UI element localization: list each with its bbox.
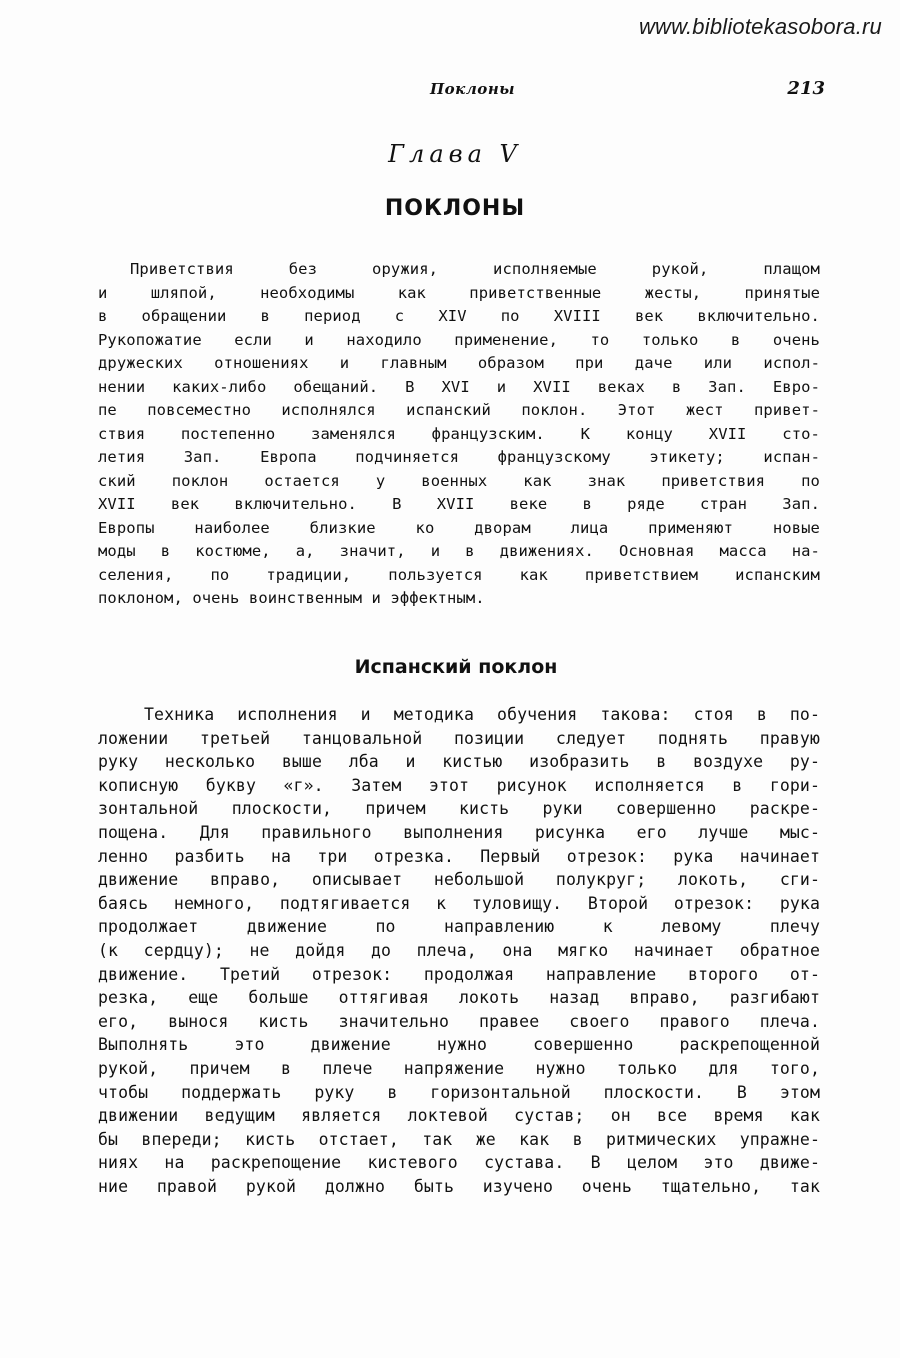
chapter-label: Глава V	[388, 140, 522, 168]
text-line: селения, по традиции, пользуется как приветствием испанским	[98, 565, 820, 584]
text-line: Приветствия без оружия, исполняемые рукой, плащом	[130, 260, 820, 278]
text-line: ложении третьей танцовальной позиции следует поднять правую	[98, 728, 820, 748]
text-line: в обращении в период с XIV по XVIII век включительно.	[98, 307, 820, 325]
technique-paragraph	[98, 703, 820, 1198]
text-line: ленно разбить на три отрезка. Первый отрезок: рука начинает	[98, 846, 820, 866]
page-number: 213	[787, 78, 825, 99]
text-line: и шляпой, необходимы как приветственные жесты, принятые	[98, 283, 820, 302]
text-line: ние правой рукой должно быть изучено очень тщательно, так	[98, 1176, 820, 1196]
text-line: баясь немного, подтягивается к туловищу. Второй отрезок: рука	[98, 893, 820, 913]
text-line: Рукопожатие если и находило применение, то только в очень	[98, 330, 820, 349]
text-line: моды в костюме, а, значит, и в движениях. Основная масса на-	[98, 542, 820, 560]
text-line: ниях на раскрепощение кистевого сустава. В целом это движе-	[98, 1153, 820, 1173]
text-line: чтобы поддержать руку в горизонтальной плоскости. В этом	[98, 1082, 820, 1102]
running-head	[100, 78, 825, 102]
text-line: ский поклон остается у военных как знак приветствия по	[98, 471, 820, 490]
text-line: движение вправо, описывает небольшой полукруг; локоть, сги-	[98, 870, 820, 890]
site-watermark: www.bibliotekasobora.ru	[638, 14, 882, 39]
text-line: руку несколько выше лба и кистью изобразить в воздухе ру-	[98, 752, 820, 772]
text-line: (к сердцу); не дойдя до плеча, она мягко начинает обратное	[98, 940, 820, 960]
text-line: бы впереди; кисть отстает, так же как в ритмических упражне-	[98, 1129, 820, 1149]
text-line: движении ведущим является локтевой сустав; он все время как	[98, 1106, 820, 1126]
text-line: XVII век включительно. В XVII веке в ряде стран Зап.	[98, 495, 820, 513]
text-line: дружеских отношениях и главным образом при даче или испол-	[98, 354, 820, 372]
running-title: Поклоны	[430, 80, 516, 98]
text-line: Европы наиболее близкие ко дворам лица применяют новые	[98, 518, 820, 537]
text-line: рукой, причем в плече напряжение нужно только для того,	[98, 1058, 820, 1078]
text-line: летия Зап. Европа подчиняется французскому этикету; испан-	[98, 448, 820, 466]
text-line: его, вынося кисть значительно правее своего правого плеча.	[98, 1011, 820, 1031]
text-line: движение. Третий отрезок: продолжая направление второго от-	[98, 964, 820, 984]
text-line: ствия постепенно заменялся французским. К концу XVII сто-	[98, 424, 820, 443]
text-line: резка, еще больше оттягивая локоть назад вправо, разгибают	[98, 988, 820, 1008]
text-line: Выполнять это движение нужно совершенно раскрепощенной	[98, 1035, 820, 1055]
intro-paragraph	[98, 258, 820, 611]
text-line: продолжает движение по направлению к левому плечу	[98, 917, 820, 937]
text-line: Техника исполнения и методика обучения такова: стоя в по-	[144, 705, 820, 724]
text-line: зонтальной плоскости, причем кисть руки совершенно раскре-	[98, 799, 820, 819]
text-line: нении каких-либо обещаний. В XVI и XVII веках в Зап. Евро-	[98, 377, 820, 396]
text-line: пощена. Для правильного выполнения рисунка его лучше мыс-	[98, 822, 820, 842]
text-line: кописную букву «г». Затем этот рисунок исполняется в гори-	[98, 775, 820, 795]
section-title: Испанский поклон	[354, 656, 558, 678]
chapter-title: ПОКЛОНЫ	[384, 196, 526, 221]
text-line: пе повсеместно исполнялся испанский поклон. Этот жест привет-	[98, 401, 820, 419]
text-line: поклоном, очень воинственным и эффектным.	[98, 589, 485, 607]
